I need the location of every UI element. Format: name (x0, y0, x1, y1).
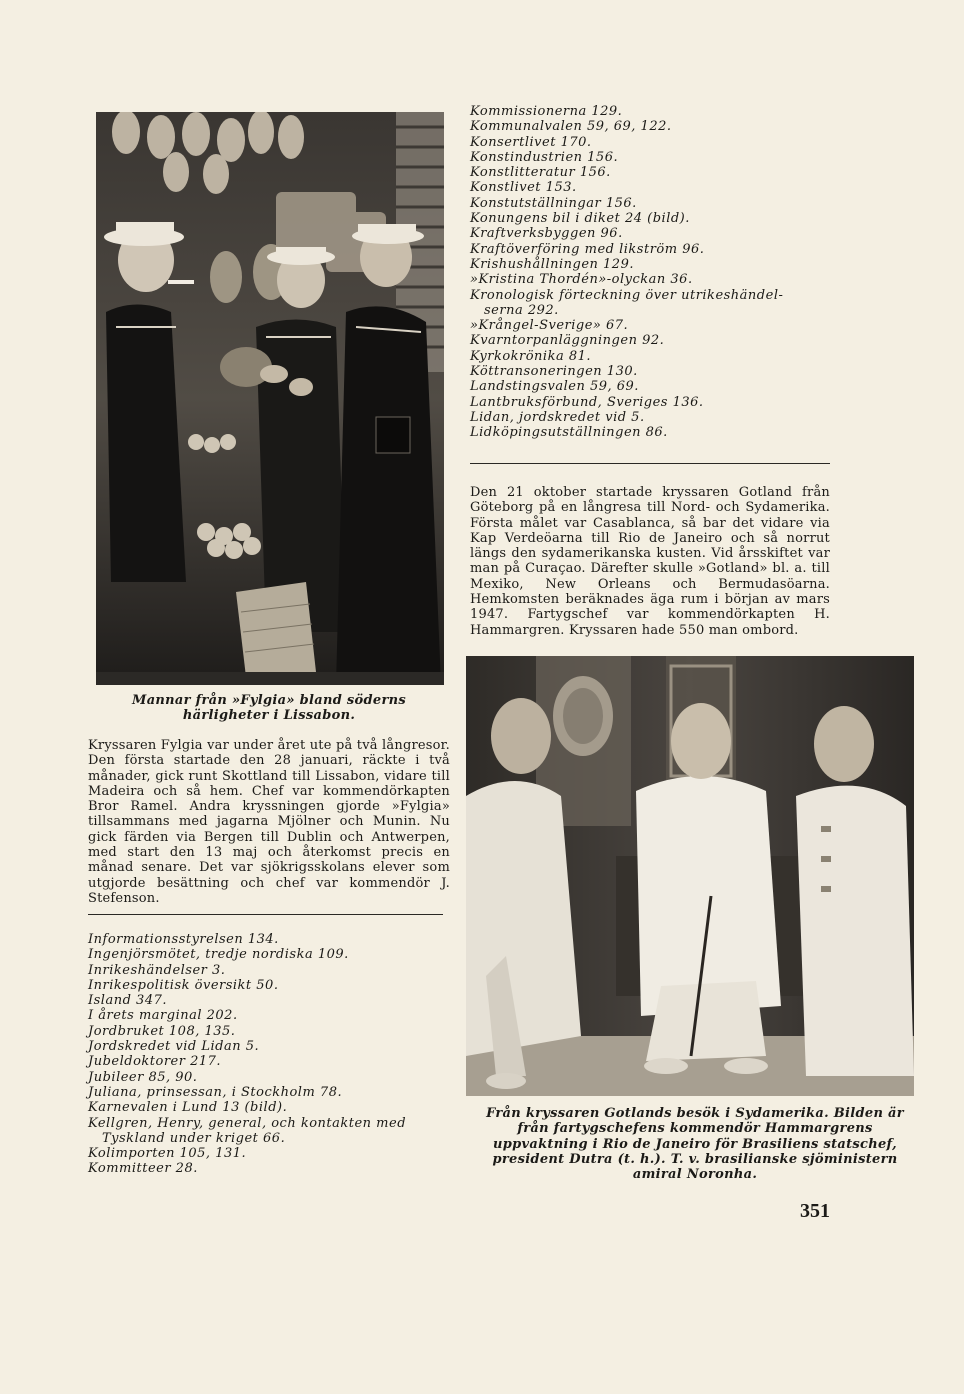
index-entry: Ingenjörsmötet, tredje nordiska 109. (88, 947, 349, 963)
index-entry: Kommunalvalen 59, 69, 122. (470, 119, 672, 135)
index-entry: I årets marginal 202. (88, 1008, 238, 1024)
index-entry: Jordskredet vid Lidan 5. (88, 1039, 260, 1055)
index-entry: Island 347. (88, 993, 167, 1009)
divider-left (88, 914, 443, 915)
index-entry: Kellgren, Henry, general, och kontakten med (88, 1115, 407, 1131)
gotland-paragraph: Den 21 oktober startade kryssaren Gotland från Göteborg på en långresa till Nord- och Sydamerika. Första målet var Casablanca, så bar det vidare via Kap Verdeöarna till Rio de Janeiro och så norrut längs den sydamerikanska kusten. Vid årsskiftet var man på Curaçao. Därefter skulle »Gotland» bl. a. till Mexiko, New Orleans och Bermudasöarna. Hemkomsten beräknades äga rum i början av mars 1947. Fartygschef var kommendörkapten H. Hammargren. Kryssaren hade 550 man ombord. (470, 485, 830, 638)
index-entry: Kyrkokrönika 81. (470, 348, 592, 364)
index-entry: Kraftverksbyggen 96. (470, 226, 623, 242)
index-entry: Jubileer 85, 90. (88, 1069, 198, 1085)
index-entry: Lidköpingsutställningen 86. (470, 425, 668, 441)
index-entry: Inrikeshändelser 3. (88, 962, 226, 978)
index-entry: Köttransoneringen 130. (470, 364, 638, 380)
index-entry: Inrikespolitisk översikt 50. (88, 977, 279, 993)
index-entry: Kvarntorpanläggningen 92. (470, 333, 665, 349)
index-entry: Jordbruket 108, 135. (88, 1023, 236, 1039)
rio-caption: Från kryssaren Gotlands besök i Sydamerika. Bilden är från fartygschefens kommendör Hammargrens uppvaktning i Rio de Janeiro för Brasiliens statschef, president Dutra (t. h.). T. v. brasilianske sjöministern amiral Noronha. (486, 1106, 904, 1183)
index-entry: Landstingsvalen 59, 69. (470, 379, 639, 395)
index-entry: Kolimporten 105, 131. (88, 1146, 247, 1162)
index-entry: »Krångel-Sverige» 67. (470, 318, 629, 334)
index-entry: Kraftöverföring med likström 96. (470, 241, 705, 257)
page-number: 351 (800, 1200, 830, 1222)
photo-rio-reception (466, 656, 914, 1096)
index-entry: Krishushållningen 129. (470, 256, 634, 272)
index-entry: Konsertlivet 170. (470, 134, 592, 150)
index-entry: Konungens bil i diket 24 (bild). (470, 211, 690, 227)
index-entry-continuation: Tyskland under kriget 66. (102, 1130, 286, 1146)
index-entry: Lidan, jordskredet vid 5. (470, 409, 645, 425)
index-entry: Konstlitteratur 156. (470, 165, 611, 181)
index-entry-continuation: serna 292. (484, 302, 559, 318)
index-entry: Juliana, prinsessan, i Stockholm 78. (88, 1084, 343, 1100)
index-entry: Kommissionerna 129. (470, 104, 623, 119)
index-list-bottom (88, 932, 458, 1177)
fylgia-paragraph: Kryssaren Fylgia var under året ute på två långresor. Den första startade den 28 januari, räckte i två månader, gick runt Skottland till Lissabon, vidare till Madeira och så hem. Chef var kommendörkapten Bror Ramel. Andra kryssningen gjorde »Fylgia» tillsammans med jagarna Mjölner och Munin. Nu gick färden via Bergen till Dublin och Antwerpen, med start den 13 maj och återkomst precis en månad senare. Det var sjökrigsskolans elever som utgjorde besättning och chef var kommendör J. Stefenson. (88, 738, 450, 906)
photo-sailors-lisbon (96, 112, 444, 685)
index-list-top (470, 104, 850, 441)
index-entry: »Kristina Thordén»-olyckan 36. (470, 272, 693, 288)
index-entry: Kronologisk förteckning över utrikeshändel- (470, 287, 784, 303)
divider-top-right (470, 463, 830, 464)
index-entry: Kommitteer 28. (88, 1161, 198, 1177)
photo-rio-reception-illustration (466, 656, 914, 1096)
index-entry: Konstutställningar 156. (470, 195, 637, 211)
index-entry: Karnevalen i Lund 13 (bild). (88, 1100, 288, 1116)
index-entry: Jubeldoktorer 217. (88, 1054, 222, 1070)
index-entry: Informationsstyrelsen 134. (88, 932, 279, 947)
index-entry: Konstindustrien 156. (470, 149, 619, 165)
index-entry: Lantbruksförbund, Sveriges 136. (470, 394, 704, 410)
fylgia-caption: Mannar från »Fylgia» bland söderns härligheter i Lissabon. (132, 693, 406, 724)
index-entry: Konstlivet 153. (470, 180, 577, 196)
photo-sailors-lisbon-illustration (96, 112, 444, 685)
